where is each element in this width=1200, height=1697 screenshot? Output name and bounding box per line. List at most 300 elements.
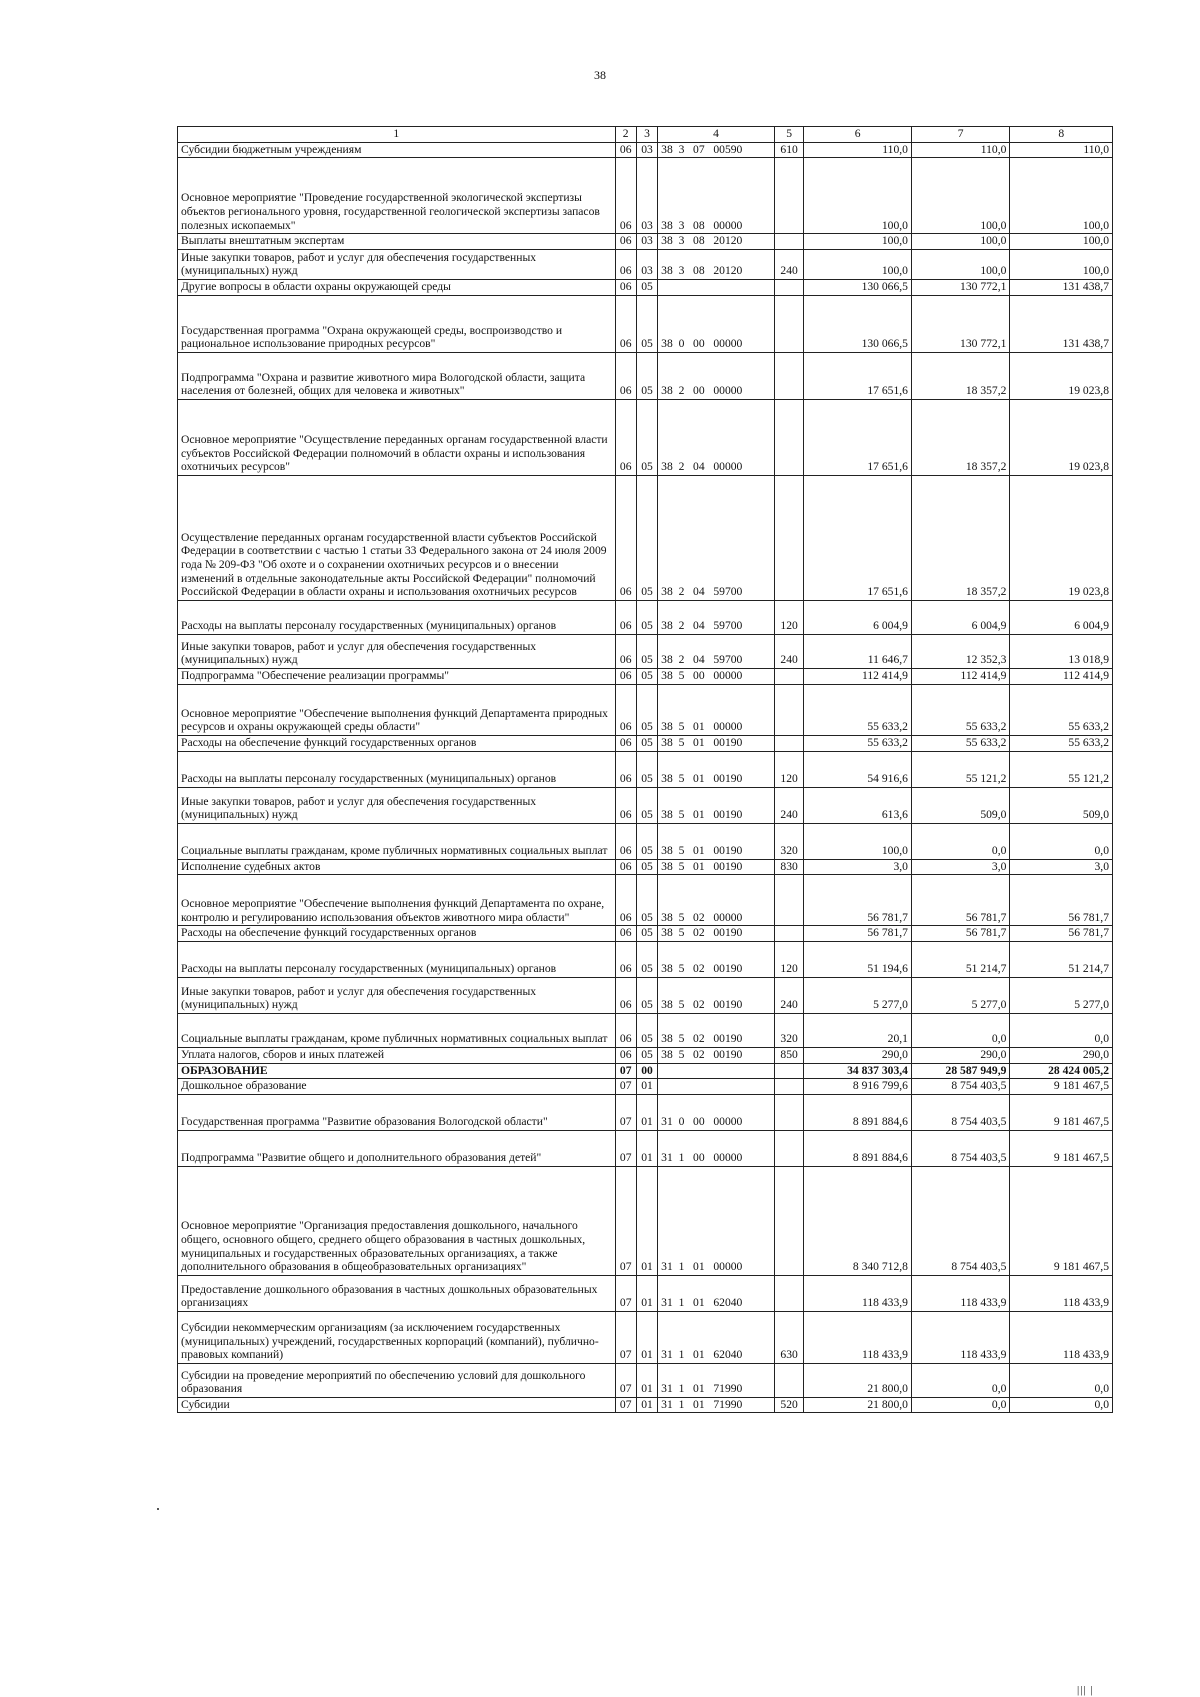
row-amount-col8: 5 277,0 [1010,977,1113,1013]
table-row [178,875,1113,926]
row-expense-type [774,399,803,475]
row-amount-col7: 56 781,7 [911,926,1009,942]
row-target-code: 38 5 01 00000 [658,684,775,735]
row-amount-col7: 18 357,2 [911,399,1009,475]
row-target-code: 31 1 01 00000 [658,1166,775,1275]
row-section: 06 [615,859,636,875]
row-amount-col7: 3,0 [911,859,1009,875]
row-amount-col8: 9 181 467,5 [1010,1094,1113,1130]
row-name: Социальные выплаты гражданам, кроме публичных нормативных социальных выплат [178,823,616,859]
header-col-7: 7 [911,127,1009,143]
row-name: Расходы на выплаты персоналу государственных (муниципальных) органов [178,941,616,977]
table-row [178,1397,1113,1413]
row-expense-type [774,926,803,942]
row-target-code: 38 5 02 00190 [658,977,775,1013]
row-name: Иные закупки товаров, работ и услуг для обеспечения государственных (муниципальных) нужд [178,977,616,1013]
table-row [178,142,1113,158]
row-amount-col6: 3,0 [804,859,912,875]
row-target-code: 38 2 04 00000 [658,399,775,475]
row-expense-type [774,1094,803,1130]
row-name: Субсидии некоммерческим организациям (за исключением государственных (муниципальных) учреждений, государственных корпораций (компаний), публично-правовых компаний) [178,1311,616,1363]
row-name: Основное мероприятие "Обеспечение выполнения функций Департамента природных ресурсов и охраны окружающей среды области" [178,684,616,735]
row-amount-col7: 100,0 [911,234,1009,250]
row-amount-col8: 131 438,7 [1010,279,1113,295]
row-subsection: 01 [636,1079,657,1095]
row-target-code: 38 3 08 20120 [658,249,775,279]
row-target-code: 38 5 01 00190 [658,823,775,859]
row-target-code: 38 5 01 00190 [658,787,775,823]
row-amount-col8: 290,0 [1010,1047,1113,1063]
row-section: 07 [615,1063,636,1079]
row-amount-col7: 18 357,2 [911,352,1009,399]
row-section: 07 [615,1094,636,1130]
header-col-6: 6 [804,127,912,143]
row-amount-col6: 118 433,9 [804,1275,912,1311]
row-expense-type [774,875,803,926]
row-amount-col6: 100,0 [804,823,912,859]
row-amount-col8: 6 004,9 [1010,600,1113,634]
row-amount-col7: 6 004,9 [911,600,1009,634]
row-amount-col8: 118 433,9 [1010,1311,1113,1363]
row-target-code: 38 5 01 00190 [658,735,775,751]
row-amount-col7: 118 433,9 [911,1311,1009,1363]
row-amount-col6: 118 433,9 [804,1311,912,1363]
row-expense-type: 240 [774,977,803,1013]
row-amount-col6: 56 781,7 [804,926,912,942]
row-amount-col7: 5 277,0 [911,977,1009,1013]
table-row [178,600,1113,634]
row-subsection: 01 [636,1275,657,1311]
row-subsection: 01 [636,1130,657,1166]
row-amount-col8: 0,0 [1010,823,1113,859]
row-amount-col8: 28 424 005,2 [1010,1063,1113,1079]
row-amount-col6: 110,0 [804,142,912,158]
row-name: Основное мероприятие "Обеспечение выполнения функций Департамента по охране, контролю и регулированию использования объектов животного мира области" [178,875,616,926]
table-row [178,295,1113,352]
row-section: 06 [615,234,636,250]
row-amount-col8: 51 214,7 [1010,941,1113,977]
row-name: Иные закупки товаров, работ и услуг для обеспечения государственных (муниципальных) нужд [178,634,616,668]
row-subsection: 05 [636,735,657,751]
table-row [178,1166,1113,1275]
row-amount-col8: 0,0 [1010,1397,1113,1413]
row-amount-col8: 112 414,9 [1010,668,1113,684]
row-amount-col8: 100,0 [1010,234,1113,250]
row-target-code: 38 3 07 00590 [658,142,775,158]
table-row [178,1130,1113,1166]
row-amount-col8: 56 781,7 [1010,926,1113,942]
row-subsection: 01 [636,1311,657,1363]
row-target-code: 38 2 00 00000 [658,352,775,399]
row-section: 06 [615,977,636,1013]
row-amount-col6: 613,6 [804,787,912,823]
row-amount-col6: 34 837 303,4 [804,1063,912,1079]
row-amount-col7: 0,0 [911,1013,1009,1047]
row-amount-col6: 17 651,6 [804,475,912,600]
row-amount-col7: 0,0 [911,1397,1009,1413]
table-row [178,941,1113,977]
table-row [178,1094,1113,1130]
row-target-code [658,1079,775,1095]
row-section: 06 [615,600,636,634]
table-row [178,352,1113,399]
row-subsection: 05 [636,279,657,295]
row-amount-col6: 8 891 884,6 [804,1094,912,1130]
row-target-code: 38 5 01 00190 [658,751,775,787]
row-amount-col7: 55 121,2 [911,751,1009,787]
row-section: 06 [615,823,636,859]
row-amount-col7: 118 433,9 [911,1275,1009,1311]
row-name: Социальные выплаты гражданам, кроме публичных нормативных социальных выплат [178,1013,616,1047]
page-number: 38 [594,68,606,82]
table-row [178,859,1113,875]
table-row [178,1063,1113,1079]
row-subsection: 05 [636,600,657,634]
row-subsection: 05 [636,684,657,735]
row-name: Субсидии бюджетным учреждениям [178,142,616,158]
row-amount-col7: 8 754 403,5 [911,1079,1009,1095]
row-expense-type [774,1363,803,1397]
row-name: Иные закупки товаров, работ и услуг для обеспечения государственных (муниципальных) нужд [178,249,616,279]
row-target-code: 38 2 04 59700 [658,475,775,600]
row-amount-col6: 112 414,9 [804,668,912,684]
row-subsection: 00 [636,1063,657,1079]
scan-mark [157,1508,159,1510]
row-target-code: 38 2 04 59700 [658,634,775,668]
row-expense-type [774,684,803,735]
row-name: Исполнение судебных актов [178,859,616,875]
row-subsection: 05 [636,1047,657,1063]
row-target-code: 38 5 02 00190 [658,926,775,942]
row-amount-col7: 100,0 [911,158,1009,234]
row-amount-col8: 56 781,7 [1010,875,1113,926]
table-row [178,1047,1113,1063]
row-name: Уплата налогов, сборов и иных платежей [178,1047,616,1063]
header-col-8: 8 [1010,127,1113,143]
row-amount-col8: 55 121,2 [1010,751,1113,787]
row-section: 06 [615,1047,636,1063]
row-expense-type: 520 [774,1397,803,1413]
row-subsection: 01 [636,1166,657,1275]
row-amount-col6: 100,0 [804,249,912,279]
row-section: 07 [615,1079,636,1095]
row-expense-type: 830 [774,859,803,875]
row-amount-col7: 8 754 403,5 [911,1130,1009,1166]
row-section: 06 [615,941,636,977]
row-subsection: 05 [636,352,657,399]
row-name: Расходы на выплаты персоналу государственных (муниципальных) органов [178,600,616,634]
scan-footer-marks: ||| | [1077,1684,1094,1696]
row-subsection: 05 [636,475,657,600]
row-expense-type: 610 [774,142,803,158]
table-row [178,823,1113,859]
row-expense-type [774,668,803,684]
row-section: 07 [615,1166,636,1275]
row-amount-col7: 100,0 [911,249,1009,279]
row-expense-type [774,735,803,751]
row-amount-col7: 290,0 [911,1047,1009,1063]
row-section: 06 [615,158,636,234]
row-subsection: 01 [636,1094,657,1130]
table-row [178,684,1113,735]
row-section: 06 [615,249,636,279]
row-target-code: 38 5 02 00190 [658,941,775,977]
row-section: 06 [615,1013,636,1047]
row-amount-col8: 55 633,2 [1010,684,1113,735]
row-amount-col8: 131 438,7 [1010,295,1113,352]
table-row [178,279,1113,295]
row-section: 07 [615,1275,636,1311]
row-amount-col8: 110,0 [1010,142,1113,158]
row-amount-col7: 130 772,1 [911,295,1009,352]
row-subsection: 05 [636,859,657,875]
row-amount-col7: 55 633,2 [911,735,1009,751]
row-expense-type: 320 [774,1013,803,1047]
table-row [178,926,1113,942]
row-amount-col7: 112 414,9 [911,668,1009,684]
row-amount-col7: 130 772,1 [911,279,1009,295]
row-expense-type: 120 [774,941,803,977]
row-section: 06 [615,295,636,352]
row-section: 06 [615,875,636,926]
row-subsection: 03 [636,249,657,279]
row-expense-type: 240 [774,787,803,823]
row-section: 06 [615,142,636,158]
row-amount-col6: 55 633,2 [804,735,912,751]
row-name: Подпрограмма "Развитие общего и дополнительного образования детей" [178,1130,616,1166]
row-section: 06 [615,735,636,751]
row-expense-type [774,295,803,352]
row-subsection: 01 [636,1397,657,1413]
row-expense-type [774,1063,803,1079]
row-amount-col8: 100,0 [1010,249,1113,279]
row-target-code [658,1063,775,1079]
row-amount-col8: 100,0 [1010,158,1113,234]
row-name: Расходы на выплаты персоналу государственных (муниципальных) органов [178,751,616,787]
row-section: 06 [615,475,636,600]
row-target-code: 31 0 00 00000 [658,1094,775,1130]
row-section: 06 [615,684,636,735]
row-amount-col6: 8 916 799,6 [804,1079,912,1095]
row-expense-type [774,279,803,295]
row-name: Иные закупки товаров, работ и услуг для обеспечения государственных (муниципальных) нужд [178,787,616,823]
row-name: Выплаты внештатным экспертам [178,234,616,250]
header-col-3: 3 [636,127,657,143]
row-section: 06 [615,279,636,295]
table-row [178,787,1113,823]
row-target-code: 38 5 02 00190 [658,1013,775,1047]
table-header-row [178,127,1113,143]
row-amount-col7: 51 214,7 [911,941,1009,977]
row-amount-col6: 130 066,5 [804,295,912,352]
table-row [178,634,1113,668]
row-subsection: 05 [636,399,657,475]
row-subsection: 03 [636,158,657,234]
row-amount-col8: 9 181 467,5 [1010,1079,1113,1095]
row-amount-col8: 13 018,9 [1010,634,1113,668]
row-amount-col6: 5 277,0 [804,977,912,1013]
row-expense-type: 120 [774,751,803,787]
row-expense-type [774,158,803,234]
row-amount-col7: 0,0 [911,823,1009,859]
row-expense-type [774,1130,803,1166]
row-amount-col6: 11 646,7 [804,634,912,668]
row-amount-col6: 54 916,6 [804,751,912,787]
row-target-code: 38 5 02 00000 [658,875,775,926]
row-target-code: 38 3 08 20120 [658,234,775,250]
table-row [178,977,1113,1013]
row-subsection: 01 [636,1363,657,1397]
row-expense-type: 240 [774,249,803,279]
row-name: Осуществление переданных органам государственной власти субъектов Российской Федерации в соответствии с частью 1 статьи 33 Федерального закона от 24 июля 2009 года № 209-ФЗ "Об охоте и о сохранении охотничьих ресурсов и о внесении изменений в отдельные законодательные акты Российской Федерации" полномочий Российской Федерации в области охраны и использования охотничьих ресурсов [178,475,616,600]
row-target-code: 38 0 00 00000 [658,295,775,352]
row-amount-col8: 19 023,8 [1010,475,1113,600]
row-name: Расходы на обеспечение функций государственных органов [178,735,616,751]
row-target-code: 31 1 01 62040 [658,1275,775,1311]
table-row [178,249,1113,279]
row-amount-col8: 9 181 467,5 [1010,1130,1113,1166]
row-section: 07 [615,1311,636,1363]
row-subsection: 05 [636,295,657,352]
row-name: Субсидии на проведение мероприятий по обеспечению условий для дошкольного образования [178,1363,616,1397]
row-section: 07 [615,1363,636,1397]
row-target-code: 31 1 00 00000 [658,1130,775,1166]
header-col-2: 2 [615,127,636,143]
row-amount-col8: 0,0 [1010,1363,1113,1397]
row-subsection: 05 [636,668,657,684]
row-expense-type: 630 [774,1311,803,1363]
row-amount-col8: 55 633,2 [1010,735,1113,751]
row-amount-col7: 28 587 949,9 [911,1063,1009,1079]
row-target-code: 38 3 08 00000 [658,158,775,234]
row-amount-col7: 55 633,2 [911,684,1009,735]
row-section: 07 [615,1130,636,1166]
row-amount-col8: 3,0 [1010,859,1113,875]
row-section: 06 [615,634,636,668]
row-name: Дошкольное образование [178,1079,616,1095]
row-amount-col8: 118 433,9 [1010,1275,1113,1311]
row-target-code: 31 1 01 71990 [658,1397,775,1413]
row-name: Расходы на обеспечение функций государственных органов [178,926,616,942]
row-amount-col8: 19 023,8 [1010,352,1113,399]
row-subsection: 05 [636,941,657,977]
row-target-code: 38 5 02 00190 [658,1047,775,1063]
header-col-4: 4 [658,127,775,143]
row-subsection: 03 [636,142,657,158]
row-name: Другие вопросы в области охраны окружающей среды [178,279,616,295]
table-row [178,234,1113,250]
row-amount-col6: 17 651,6 [804,352,912,399]
row-amount-col7: 509,0 [911,787,1009,823]
table-row [178,751,1113,787]
row-amount-col7: 8 754 403,5 [911,1166,1009,1275]
row-amount-col7: 0,0 [911,1363,1009,1397]
row-amount-col8: 19 023,8 [1010,399,1113,475]
row-section: 06 [615,399,636,475]
row-subsection: 05 [636,875,657,926]
row-amount-col8: 509,0 [1010,787,1113,823]
row-expense-type [774,352,803,399]
row-section: 06 [615,787,636,823]
row-name: Государственная программа "Развитие образования Вологодской области" [178,1094,616,1130]
table-row [178,668,1113,684]
table-row [178,475,1113,600]
table-row [178,399,1113,475]
table-row [178,158,1113,234]
row-name: Основное мероприятие "Организация предоставления дошкольного, начального общего, основного общего, среднего общего образования в частных дошкольных, муниципальных и государственных образовательных организациях, а также дополнительного образования в общеобразовательных организациях" [178,1166,616,1275]
row-expense-type: 320 [774,823,803,859]
row-subsection: 05 [636,977,657,1013]
row-target-code: 38 5 01 00190 [658,859,775,875]
header-col-1: 1 [178,127,616,143]
row-target-code: 38 5 00 00000 [658,668,775,684]
row-subsection: 03 [636,234,657,250]
row-expense-type: 120 [774,600,803,634]
row-name: Основное мероприятие "Проведение государственной экологической экспертизы объектов регионального уровня, государственной геологической экспертизы запасов полезных ископаемых" [178,158,616,234]
row-amount-col6: 100,0 [804,158,912,234]
row-name: Основное мероприятие "Осуществление переданных органам государственной власти субъектов Российской Федерации полномочий в области охраны и использования охотничьих ресурсов" [178,399,616,475]
table-row [178,735,1113,751]
table-row [178,1013,1113,1047]
row-name: Субсидии [178,1397,616,1413]
row-amount-col6: 21 800,0 [804,1363,912,1397]
row-subsection: 05 [636,926,657,942]
row-subsection: 05 [636,1013,657,1047]
row-name: Подпрограмма "Охрана и развитие животного мира Вологодской области, защита населения от болезней, общих для человека и животных" [178,352,616,399]
row-subsection: 05 [636,634,657,668]
row-amount-col6: 6 004,9 [804,600,912,634]
row-amount-col7: 12 352,3 [911,634,1009,668]
row-amount-col6: 130 066,5 [804,279,912,295]
row-amount-col6: 51 194,6 [804,941,912,977]
row-amount-col7: 8 754 403,5 [911,1094,1009,1130]
row-amount-col6: 8 891 884,6 [804,1130,912,1166]
row-expense-type: 240 [774,634,803,668]
budget-table [177,126,1113,1413]
row-expense-type: 850 [774,1047,803,1063]
row-amount-col7: 110,0 [911,142,1009,158]
row-section: 06 [615,926,636,942]
row-section: 06 [615,668,636,684]
table-row [178,1363,1113,1397]
row-amount-col6: 290,0 [804,1047,912,1063]
row-amount-col6: 20,1 [804,1013,912,1047]
row-expense-type [774,234,803,250]
row-amount-col6: 55 633,2 [804,684,912,735]
row-name: Подпрограмма "Обеспечение реализации программы" [178,668,616,684]
row-target-code: 31 1 01 62040 [658,1311,775,1363]
row-expense-type [774,475,803,600]
row-amount-col8: 9 181 467,5 [1010,1166,1113,1275]
row-section: 06 [615,751,636,787]
row-expense-type [774,1275,803,1311]
table-row [178,1311,1113,1363]
row-expense-type [774,1079,803,1095]
row-name: Государственная программа "Охрана окружающей среды, воспроизводство и рациональное использование природных ресурсов" [178,295,616,352]
row-subsection: 05 [636,787,657,823]
row-name: ОБРАЗОВАНИЕ [178,1063,616,1079]
row-subsection: 05 [636,823,657,859]
table-row [178,1079,1113,1095]
row-amount-col7: 56 781,7 [911,875,1009,926]
row-section: 07 [615,1397,636,1413]
row-amount-col7: 18 357,2 [911,475,1009,600]
row-amount-col6: 100,0 [804,234,912,250]
row-target-code: 31 1 01 71990 [658,1363,775,1397]
row-section: 06 [615,352,636,399]
table-row [178,1275,1113,1311]
row-amount-col6: 21 800,0 [804,1397,912,1413]
